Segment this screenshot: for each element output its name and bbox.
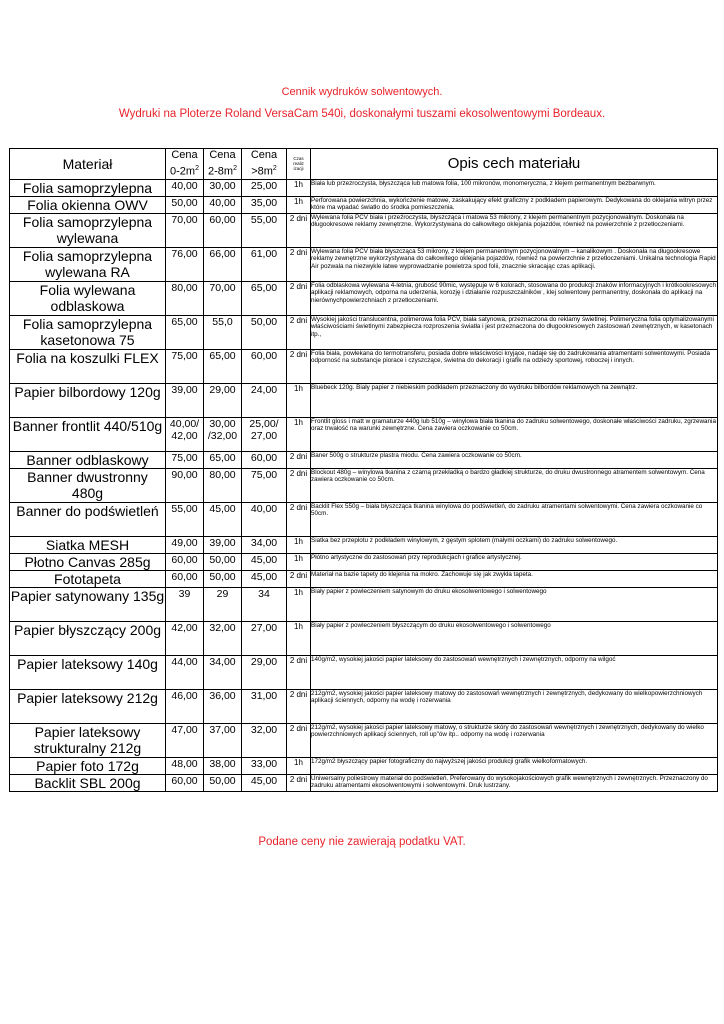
table-header-row [10, 149, 718, 180]
price-over-8-cell: 40,00 [242, 502, 287, 536]
description-cell: Bluebeck 120g. Biały papier z niebieskim podkładem przeznaczony do wydruku bilbordów reklamowych na zewnątrz. [311, 383, 718, 417]
table-row [10, 502, 718, 536]
price-0-2-cell: 70,00 [166, 213, 204, 247]
price-2-8-cell: 70,00 [204, 281, 242, 315]
material-cell: Papier lateksowy 140g [10, 655, 166, 689]
price-over-8-cell: 61,00 [242, 247, 287, 281]
lead-time-cell: 1h [287, 587, 311, 621]
price-over-8-cell: 35,00 [242, 196, 287, 213]
price-over-8-cell: 27,00 [242, 621, 287, 655]
price-2-8-cell: 40,00 [204, 196, 242, 213]
price-0-2-cell: 47,00 [166, 723, 204, 757]
table-row [10, 417, 718, 451]
description-cell: Backlit Flex 550g – biała błyszcząca tkanina winylowa do podświetleń, do zadruku atramentami solwentowymi. Cena zawiera oczkowanie co 50cm. [311, 502, 718, 536]
header-unit-exponent: 2 [272, 165, 277, 172]
price-2-8-cell: 55,0 [204, 315, 242, 349]
lead-time-cell: 2 dni [287, 247, 311, 281]
table-row [10, 247, 718, 281]
description-cell: Blockout 480g – winylowa tkanina z czarną przekładką o bardzo gładkiej strukturze, do druku dwustronnego atramentem solwentowym. Cena zawiera oczkowanie co 50cm. [311, 468, 718, 502]
price-0-2-cell: 50,00 [166, 196, 204, 213]
price-2-8-cell: 34,00 [204, 655, 242, 689]
price-0-2-cell: 80,00 [166, 281, 204, 315]
price-2-8-cell: 50,00 [204, 774, 242, 791]
price-2-8-cell: 30,00 [204, 179, 242, 196]
lead-time-cell: 2 dni [287, 570, 311, 587]
material-cell: Papier lateksowy strukturalny 212g [10, 723, 166, 757]
price-2-8-cell: 30,00 /32,00 [204, 417, 242, 451]
header-price-over-8 [242, 149, 287, 180]
price-2-8-cell: 50,00 [204, 553, 242, 570]
material-cell: Folia samoprzylepna [10, 179, 166, 196]
material-cell: Banner frontlit 440/510g [10, 417, 166, 451]
price-0-2-cell: 49,00 [166, 536, 204, 553]
price-over-8-cell: 45,00 [242, 553, 287, 570]
price-over-8-cell: 50,00 [242, 315, 287, 349]
price-over-8-cell: 60,00 [242, 451, 287, 468]
material-cell: Backlit SBL 200g [10, 774, 166, 791]
price-over-8-cell: 60,00 [242, 349, 287, 383]
table-row [10, 213, 718, 247]
table-row [10, 468, 718, 502]
material-cell: Papier lateksowy 212g [10, 689, 166, 723]
price-over-8-cell: 29,00 [242, 655, 287, 689]
header-unit-exponent: 2 [195, 165, 199, 172]
price-over-8-cell: 55,00 [242, 213, 287, 247]
price-2-8-cell: 38,00 [204, 757, 242, 774]
lead-time-cell: 1h [287, 179, 311, 196]
price-2-8-cell: 65,00 [204, 451, 242, 468]
price-2-8-cell: 29 [204, 587, 242, 621]
price-over-8-cell: 75,00 [242, 468, 287, 502]
table-row [10, 315, 718, 349]
table-row [10, 587, 718, 621]
table-row [10, 451, 718, 468]
price-over-8-cell: 65,00 [242, 281, 287, 315]
price-0-2-cell: 48,00 [166, 757, 204, 774]
table-row [10, 655, 718, 689]
price-0-2-cell: 65,00 [166, 315, 204, 349]
price-0-2-cell: 55,00 [166, 502, 204, 536]
price-0-2-cell: 76,00 [166, 247, 204, 281]
material-cell: Płotno Canvas 285g [10, 553, 166, 570]
price-0-2-cell: 39,00 [166, 383, 204, 417]
material-cell: Papier bilbordowy 120g [10, 383, 166, 417]
price-0-2-cell: 90,00 [166, 468, 204, 502]
header-price-2-8 [204, 149, 242, 180]
material-cell: Papier foto 172g [10, 757, 166, 774]
price-0-2-cell: 44,00 [166, 655, 204, 689]
header-price-2-8-range: 2-8m [208, 165, 234, 178]
table-row [10, 536, 718, 553]
lead-time-cell: 2 dni [287, 468, 311, 502]
description-cell: 172g/m2 błyszczący papier fotograficzny do najwyższej jakości produkcji grafik wielkoformatowych. [311, 757, 718, 774]
price-0-2-cell: 42,00 [166, 621, 204, 655]
description-cell: Płótno artystyczne do zastosowań przy reprodukcjach i grafice artystycznej. [311, 553, 718, 570]
price-2-8-cell: 29,00 [204, 383, 242, 417]
description-cell: 212g/m2, wysokiej jakości papier lateksowy matowy, o strukturze skóry do zastosowań wewnętrznych i zewnętrznych, dedykowany do wielko powierzchniowych aplikacji ściennych, roll up"ów itp.. odporny na wodę i rozerwania [311, 723, 718, 757]
table-row [10, 621, 718, 655]
price-over-8-cell: 34,00 [242, 536, 287, 553]
lead-time-cell: 2 dni [287, 689, 311, 723]
material-cell: Banner odblaskowy [10, 451, 166, 468]
table-body [10, 179, 718, 791]
material-cell: Papier satynowany 135g [10, 587, 166, 621]
material-cell: Papier błyszczący 200g [10, 621, 166, 655]
price-0-2-cell: 40,00/ 42,00 [166, 417, 204, 451]
table-row [10, 196, 718, 213]
material-cell: Folia wylewana odblaskowa [10, 281, 166, 315]
price-over-8-cell: 45,00 [242, 570, 287, 587]
description-cell: Biały papier z powleczeniem satynowym do druku ekosolwentowego i solwentowego [311, 587, 718, 621]
material-cell: Banner dwustronny 480g [10, 468, 166, 502]
table-row [10, 757, 718, 774]
price-over-8-cell: 25,00/ 27,00 [242, 417, 287, 451]
lead-time-cell: 2 dni [287, 655, 311, 689]
description-cell: Baner 500g o strukturze plastra miodu. Cena zawiera oczkowanie co 50cm. [311, 451, 718, 468]
lead-time-cell: 1h [287, 553, 311, 570]
price-2-8-cell: 60,00 [204, 213, 242, 247]
description-cell: Perforowana powierzchnia, wykończenie matowe, zaskakujący efekt graficzny z podkładem papierowym. Dedykowana do oklejania witryn przez które ma wpadać światło do środka pomieszczenia. [311, 196, 718, 213]
lead-time-cell: 2 dni [287, 349, 311, 383]
price-over-8-cell: 45,00 [242, 774, 287, 791]
price-over-8-cell: 25,00 [242, 179, 287, 196]
price-2-8-cell: 50,00 [204, 570, 242, 587]
header-description: Opis cech materiału [311, 149, 718, 180]
material-cell: Folia samoprzylepna wylewana RA [10, 247, 166, 281]
table-row [10, 774, 718, 791]
lead-time-cell: 1h [287, 196, 311, 213]
description-cell: Wylewana folia PCV biała i przeźroczysta, błyszcząca i matowa 53 mikrony, z klejem permanentnym pozycjonowalnym. Doskonała na długookresowe reklamy zewnętrzne. Wykorzystywana do całkowitego oklejania pojazdów, również na powierzchnie z przetłoczeniami. [311, 213, 718, 247]
description-cell: 140g/m2, wysokiej jakości papier lateksowy do zastosowań wewnętrznych i zewnętrznych, odporny na wilgoć [311, 655, 718, 689]
lead-time-cell: 1h [287, 383, 311, 417]
lead-time-cell: 2 dni [287, 281, 311, 315]
description-cell: Uniwersalny poliestrowy materiał do podświetleń. Preferowany do wysokojakościowych grafik wewnętrznych i zewnętrznych. Przeznaczony do zadruku atramentami ekosolwentowymi i solwentowymi. Druk lustrzany. [311, 774, 718, 791]
price-2-8-cell: 45,00 [204, 502, 242, 536]
price-2-8-cell: 80,00 [204, 468, 242, 502]
header-price-0-2-label: Cena [171, 149, 198, 161]
lead-time-cell: 1h [287, 536, 311, 553]
lead-time-cell: 1h [287, 757, 311, 774]
material-cell: Siatka MESH [10, 536, 166, 553]
price-0-2-cell: 39 [166, 587, 204, 621]
material-cell: Fototapeta [10, 570, 166, 587]
table-row [10, 383, 718, 417]
header-price-0-2 [166, 149, 204, 180]
price-over-8-cell: 24,00 [242, 383, 287, 417]
price-0-2-cell: 60,00 [166, 570, 204, 587]
price-2-8-cell: 39,00 [204, 536, 242, 553]
price-over-8-cell: 33,00 [242, 757, 287, 774]
description-cell: Biały papier z powleczeniem błyszczącym do druku ekosolwentowego i solwentowego [311, 621, 718, 655]
header-lead-time-l3: izacji [293, 166, 304, 172]
header-material: Materiał [10, 149, 166, 180]
table-row [10, 281, 718, 315]
header-price-2-8-label: Cena [209, 149, 236, 161]
header-lead-time-l2: realiz [293, 161, 304, 167]
price-0-2-cell: 40,00 [166, 179, 204, 196]
price-0-2-cell: 75,00 [166, 451, 204, 468]
material-cell: Folia samoprzylepna kasetonowa 75 [10, 315, 166, 349]
price-0-2-cell: 75,00 [166, 349, 204, 383]
price-over-8-cell: 31,00 [242, 689, 287, 723]
description-cell: Folia odblaskowa wylewana 4-letnia, grubość 90mic, występuje w 6 kolorach, stosowana do produkcji znaków informacyjnych i krótkookresowych aplikacji reklamowych, odporna na uderzenia, korozję i działanie rozpuszczalników , klej solwentowy permanentny, doskonała do aplikacji na nierównychpowierzchniach z przetłoczeniami. [311, 281, 718, 315]
table-row [10, 689, 718, 723]
page-subtitle: Wydruki na Ploterze Roland VersaCam 540i, doskonałymi tuszami ekosolwentowymi Bordeaux. [118, 108, 606, 120]
header-unit-exponent: 2 [233, 165, 237, 172]
price-2-8-cell: 32,00 [204, 621, 242, 655]
price-table [9, 148, 718, 792]
material-cell: Folia okienna OWV [10, 196, 166, 213]
lead-time-cell: 2 dni [287, 774, 311, 791]
description-cell: Frontlit gloss i matt w gramaturze 440g lub 510g – winylowa biała tkanina do zadruku solwentowego, doskonałe właściwości zadruku, zgrzewania oraz trwałość na warunki zewnętrzne. Cena zawiera oczkowanie co 50cm. [311, 417, 718, 451]
lead-time-cell: 1h [287, 417, 311, 451]
description-cell: Folia biała, powlekana do termotransferu, posiada dobre właściwości kryjące, nadaje się do zadrukowania atramentami solwentowymi. Posiada odporność na substancje pioracе i czyszczące, świetna do dekoracji i grafik na odzieży sportowej, roboczej i innych. [311, 349, 718, 383]
price-0-2-cell: 60,00 [166, 774, 204, 791]
price-2-8-cell: 65,00 [204, 349, 242, 383]
header-lead-time-l1: Czas [293, 156, 304, 162]
lead-time-cell: 2 dni [287, 451, 311, 468]
price-2-8-cell: 66,00 [204, 247, 242, 281]
price-2-8-cell: 36,00 [204, 689, 242, 723]
price-2-8-cell: 37,00 [204, 723, 242, 757]
price-over-8-cell: 32,00 [242, 723, 287, 757]
lead-time-cell: 2 dni [287, 502, 311, 536]
header-price-over-8-label: Cena [250, 149, 278, 161]
lead-time-cell: 2 dni [287, 723, 311, 757]
description-cell: 212g/m2, wysokiej jakości papier lateksowy matowy do zastosowań wewnętrznych i zewnętrznych, dedykowany do wielkopowierzchniowych aplikacji ściennych, odporny na wodę i rozerwania [311, 689, 718, 723]
lead-time-cell: 2 dni [287, 315, 311, 349]
page-title: Cennik wydruków solwentowych. [281, 86, 443, 98]
table-row [10, 570, 718, 587]
price-0-2-cell: 60,00 [166, 553, 204, 570]
description-cell: Biała lub przezroczysta, błyszcząca lub matowa folia, 100 mikronów, monomeryczna, z klejem permanentnym bezbarwnym. [311, 179, 718, 196]
table-row [10, 553, 718, 570]
description-cell: Materiał na bazie tapety do klejenia na mokro. Zachowuje się jak zwykła tapeta. [311, 570, 718, 587]
material-cell: Folia samoprzylepna wylewana [10, 213, 166, 247]
table-row [10, 179, 718, 196]
material-cell: Banner do podświetleń [10, 502, 166, 536]
header-price-0-2-range: 0-2m [170, 165, 196, 178]
table-row [10, 723, 718, 757]
header-lead-time [287, 149, 311, 180]
lead-time-cell: 2 dni [287, 213, 311, 247]
header-price-over-8-range: >8m [251, 165, 273, 178]
vat-note: Podane ceny nie zawierają podatku VAT. [258, 836, 466, 848]
description-cell: Siatka bez przeplotu z podkładem winylowym, z gęstym splotem (małymi oczkami) do zadruku solwentowego. [311, 536, 718, 553]
table-row [10, 349, 718, 383]
lead-time-cell: 1h [287, 621, 311, 655]
material-cell: Folia na koszulki FLEX [10, 349, 166, 383]
price-over-8-cell: 34 [242, 587, 287, 621]
price-0-2-cell: 46,00 [166, 689, 204, 723]
description-cell: Wylewana folia PCV biała błyszcząca 53 mikrony, z klejem permanentnym pozycjonowalnym – kanalikowym . Doskonała na długookresowe reklamy zewnętrzne wykorzystywana do całkowitego oklejania pojazdów, również na powierzchnie z przetłoczeniami. Unikalna technologia Rapid Air pozwala na niezwykle łatwe wyprowadzanie powietrza spod folii, znacznie skracając czas aplikacji. [311, 247, 718, 281]
description-cell: Wysokiej jakości translucentna, polimerowa folia PCV, biała satynowa, przeznaczona do reklamy świetlnej. Polimeryczna folia optymalizowanymi właściwościami świetlnymi zabezpiecza rozproszenia światła i jest przeznaczona do długookresowych zastosowań zewnętrznych, w kasetonach itp., [311, 315, 718, 349]
